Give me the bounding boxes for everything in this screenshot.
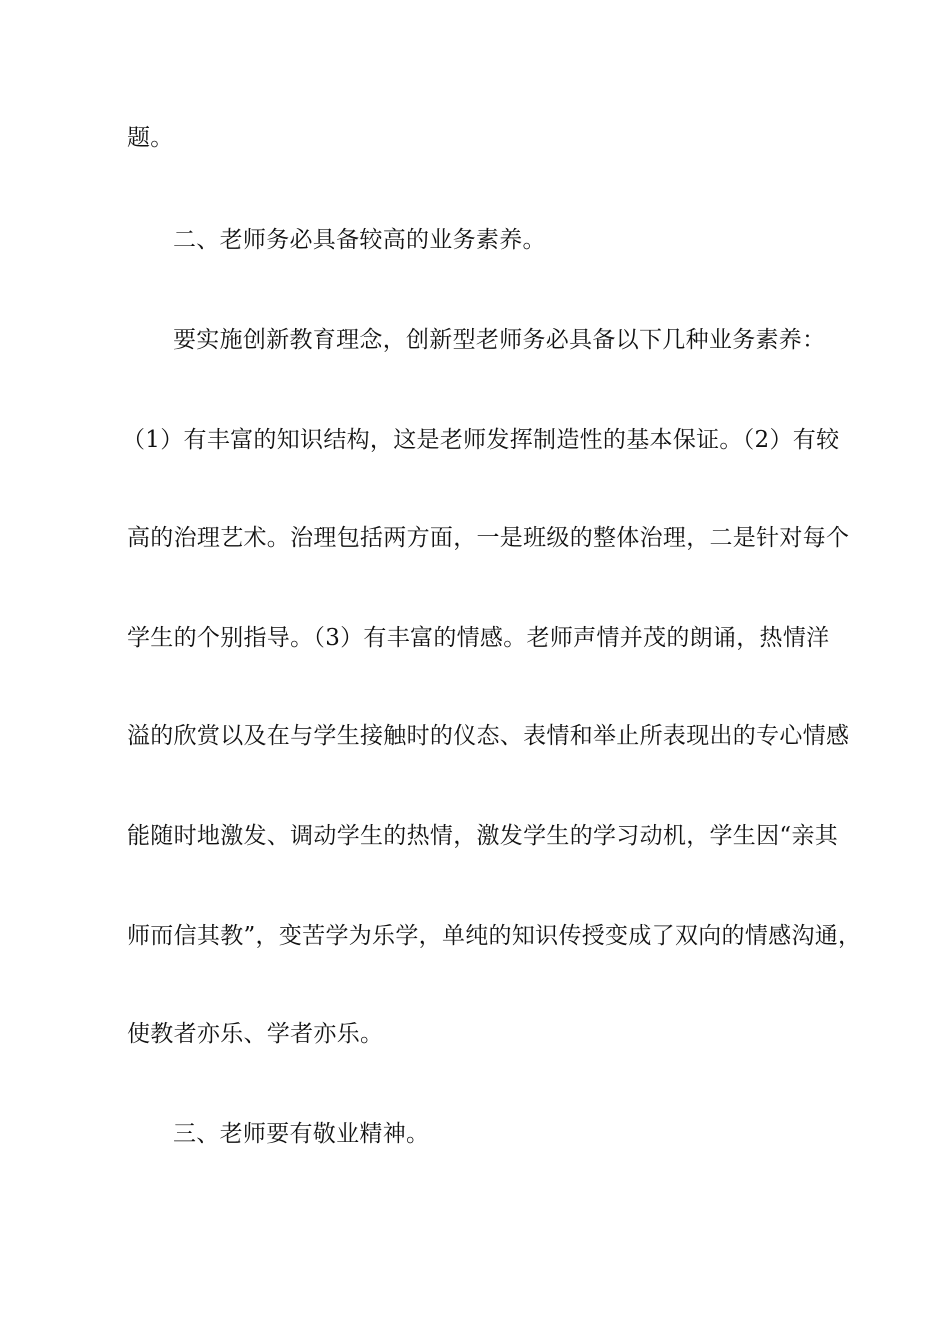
paragraph-line-1: 要实施创新教育理念，创新型老师务必具备以下几种业务素养： [173,327,826,353]
paragraph-line-5: 溢的欣赏以及在与学生接触时的仪态、表情和举止所表现出的专心情感 [127,723,850,749]
paragraph-line-7: 师而信其教”，变苦学为乐学，单纯的知识传授变成了双向的情感沟通， [127,923,862,949]
paragraph-line-4: 学生的个别指导。（3）有丰富的情感。老师声情并茂的朗诵，热情洋 [127,625,830,651]
paragraph-line-6: 能随时地激发、调动学生的热情，激发学生的学习动机，学生因“亲其 [127,823,839,849]
text-line-1: 题。 [127,125,174,151]
section-heading-2: 二、老师务必具备较高的业务素养。 [173,227,546,253]
section-heading-3: 三、老师要有敬业精神。 [173,1121,430,1147]
paragraph-line-2: （1）有丰富的知识结构，这是老师发挥制造性的基本保证。（2）有较 [122,427,840,453]
paragraph-line-8: 使教者亦乐、学者亦乐。 [127,1021,384,1047]
paragraph-line-3: 高的治理艺术。治理包括两方面，一是班级的整体治理，二是针对每个 [127,525,850,551]
